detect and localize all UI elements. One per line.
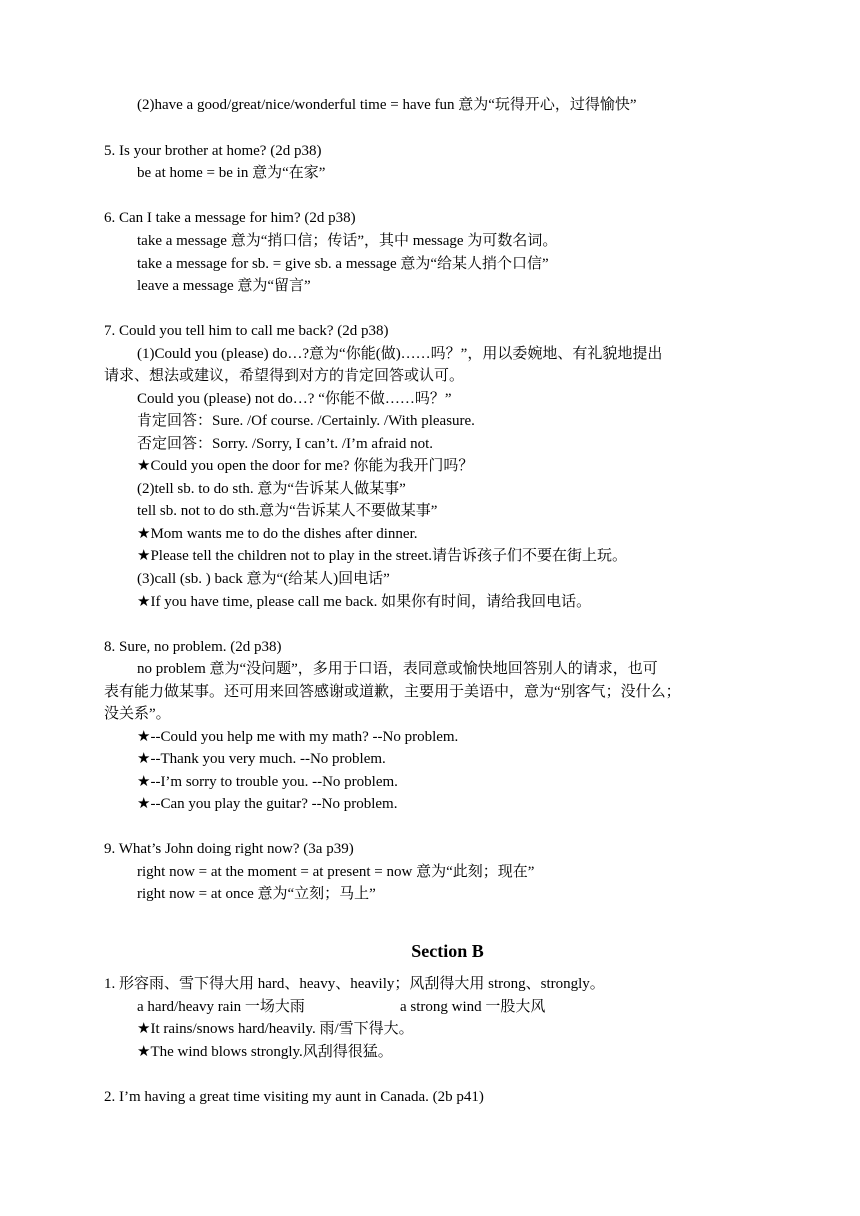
text-line: a strong wind 一股大风 bbox=[400, 999, 546, 1015]
text-line: (1)Could you (please) do…?意为“你能(做)……吗？”，用以委婉地、有礼貌地提出 bbox=[137, 346, 663, 362]
item-heading: 6. Can I take a message for him? (2d p38) bbox=[104, 210, 356, 226]
text-line: no problem 意为“没问题”，多用于口语，表同意或愉快地回答别人的请求，也可 bbox=[137, 661, 658, 677]
text-line: be at home = be in 意为“在家” bbox=[137, 165, 326, 181]
item-heading: 2. I’m having a great time visiting my aunt in Canada. (2b p41) bbox=[104, 1089, 484, 1105]
item-heading: 1. 形容雨、雪下得大用 hard、heavy、heavily；风刮得大用 strong、strongly。 bbox=[104, 976, 605, 992]
text-line: 没关系”。 bbox=[104, 706, 171, 722]
example-line: ★Mom wants me to do the dishes after dinner. bbox=[137, 526, 418, 542]
text-line: right now = at the moment = at present = now 意为“此刻；现在” bbox=[137, 864, 535, 880]
item-heading: 7. Could you tell him to call me back? (2d p38) bbox=[104, 323, 389, 339]
example-line: ★--I’m sorry to trouble you. --No problem. bbox=[137, 774, 398, 790]
text-line: right now = at once 意为“立刻；马上” bbox=[137, 886, 376, 902]
example-line: ★--Can you play the guitar? --No problem. bbox=[137, 796, 398, 812]
item-heading: 9. What’s John doing right now? (3a p39) bbox=[104, 841, 354, 857]
item-heading: 8. Sure, no problem. (2d p38) bbox=[104, 639, 282, 655]
text-line: (3)call (sb. ) back 意为“(给某人)回电话” bbox=[137, 571, 390, 587]
text-line: tell sb. not to do sth.意为“告诉某人不要做某事” bbox=[137, 503, 438, 519]
item-heading: 5. Is your brother at home? (2d p38) bbox=[104, 143, 322, 159]
example-line: ★It rains/snows hard/heavily. 雨/雪下得大。 bbox=[137, 1021, 414, 1037]
text-line: a hard/heavy rain 一场大雨 bbox=[137, 999, 305, 1015]
text-line: 表有能力做某事。还可用来回答感谢或道歉，主要用于美语中，意为“别客气；没什么； bbox=[104, 684, 681, 700]
text-line: 否定回答：Sorry. /Sorry, I can’t. /I’m afraid not. bbox=[137, 436, 434, 452]
example-line: ★Please tell the children not to play in the street.请告诉孩子们不要在街上玩。 bbox=[137, 548, 628, 564]
text-line: 肯定回答：Sure. /Of course. /Certainly. /With pleasure. bbox=[137, 413, 475, 429]
example-line: ★--Thank you very much. --No problem. bbox=[137, 751, 386, 767]
text-line: Could you (please) not do…? “你能不做……吗？” bbox=[137, 391, 452, 407]
example-line: ★The wind blows strongly.风刮得很猛。 bbox=[137, 1044, 393, 1060]
example-line: ★Could you open the door for me? 你能为我开门吗？ bbox=[137, 458, 474, 474]
example-line: ★If you have time, please call me back. 如果你有时间，请给我回电话。 bbox=[137, 594, 592, 610]
text-line: 请求、想法或建议，希望得到对方的肯定回答或认可。 bbox=[104, 368, 465, 384]
section-b-title: Section B bbox=[411, 941, 484, 961]
text-line: take a message for sb. = give sb. a message 意为“给某人捎个口信” bbox=[137, 256, 549, 272]
example-line: ★--Could you help me with my math? --No problem. bbox=[137, 729, 459, 745]
text-line: (2)tell sb. to do sth. 意为“告诉某人做某事” bbox=[137, 481, 406, 497]
text-line: leave a message 意为“留言” bbox=[137, 278, 311, 294]
text-line: take a message 意为“捎口信；传话”，其中 message 为可数名词。 bbox=[137, 233, 558, 249]
text-line: (2)have a good/great/nice/wonderful time = have fun 意为“玩得开心，过得愉快” bbox=[137, 97, 637, 113]
